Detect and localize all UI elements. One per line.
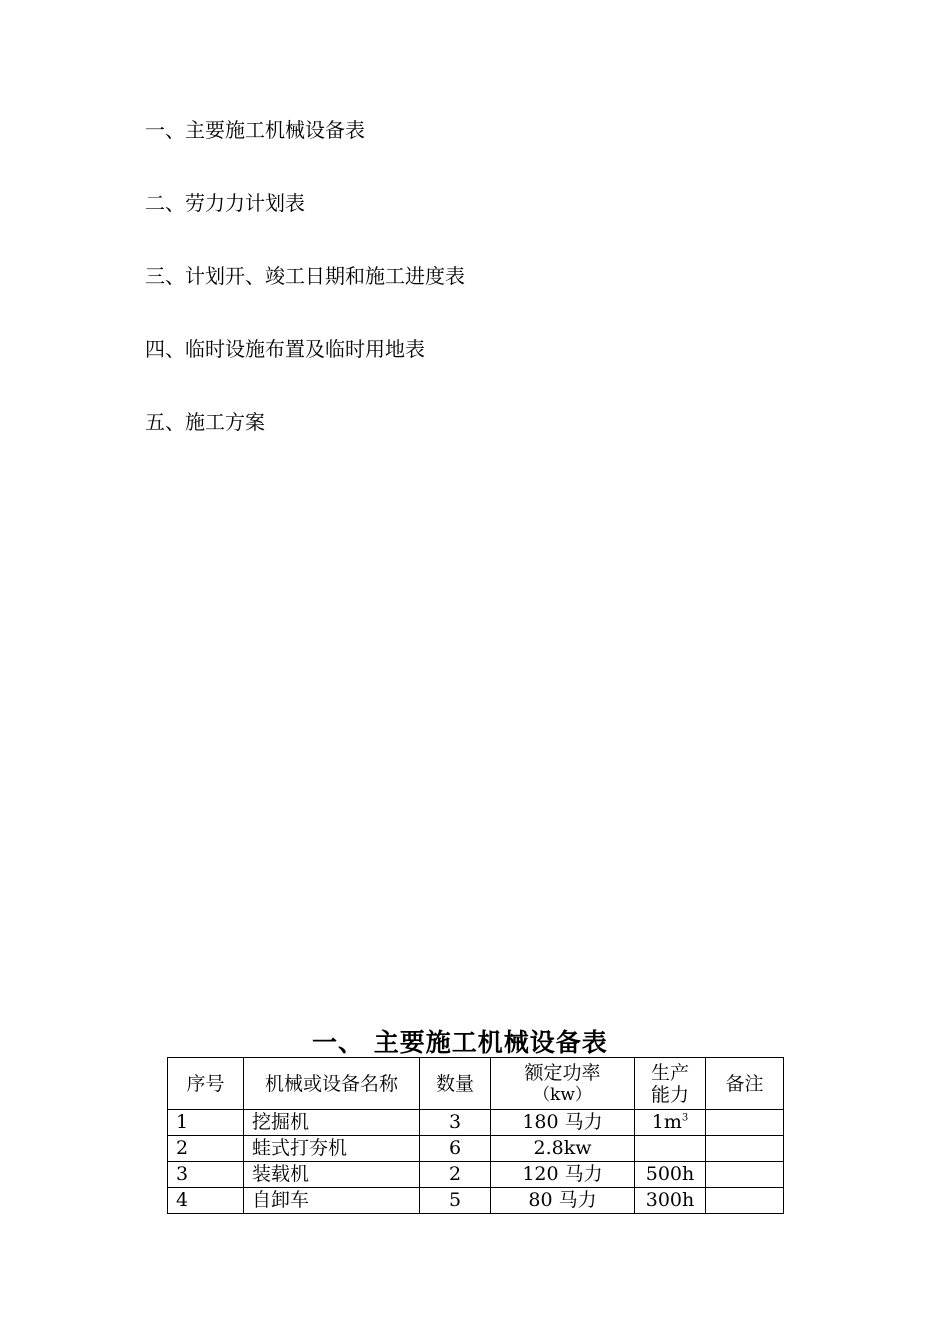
cell-quantity: 6 (420, 1136, 491, 1162)
cell-remarks (706, 1188, 784, 1214)
cell-index: 2 (168, 1136, 244, 1162)
header-quantity: 数量 (420, 1058, 491, 1110)
table-row (168, 1136, 784, 1162)
cell-index: 3 (168, 1162, 244, 1188)
cell-capacity-value: 500h (645, 1163, 695, 1185)
cell-quantity: 5 (420, 1188, 491, 1214)
cell-power: 80 马力 (491, 1188, 635, 1214)
header-power-line2: （kw） (533, 1084, 592, 1105)
header-capacity-line1: 生产 (650, 1061, 689, 1084)
cell-index: 1 (168, 1110, 244, 1136)
cell-power: 180 马力 (491, 1110, 635, 1136)
header-capacity (635, 1058, 706, 1110)
table-row (168, 1110, 784, 1136)
cell-index: 4 (168, 1188, 244, 1214)
header-power-line1: 额定功率 (524, 1061, 601, 1084)
table-of-contents (145, 112, 465, 477)
cell-remarks (706, 1136, 784, 1162)
cell-power: 2.8kw (491, 1136, 635, 1162)
toc-item-equipment: 一、主要施工机械设备表 (145, 118, 365, 142)
cell-capacity-value: 300h (645, 1189, 695, 1211)
toc-item-construction-plan: 五、施工方案 (145, 410, 265, 434)
cell-capacity (635, 1136, 706, 1162)
table-row (168, 1188, 784, 1214)
header-capacity-line2: 能力 (650, 1083, 689, 1106)
cell-remarks (706, 1110, 784, 1136)
section-title: 一、 主要施工机械设备表 (312, 1028, 608, 1057)
cell-name: 挖掘机 (244, 1110, 420, 1136)
header-name: 机械或设备名称 (244, 1058, 420, 1110)
equipment-table (167, 1057, 784, 1214)
cell-name: 自卸车 (244, 1188, 420, 1214)
cell-capacity (635, 1188, 706, 1214)
cell-capacity (635, 1110, 706, 1136)
cell-capacity-superscript: 3 (681, 1112, 689, 1124)
cell-capacity-value: 1m (651, 1111, 682, 1133)
cell-name: 装载机 (244, 1162, 420, 1188)
cell-quantity: 2 (420, 1162, 491, 1188)
cell-power: 120 马力 (491, 1162, 635, 1188)
cell-quantity: 3 (420, 1110, 491, 1136)
toc-item-schedule: 三、计划开、竣工日期和施工进度表 (145, 264, 465, 288)
cell-capacity (635, 1162, 706, 1188)
cell-name: 蛙式打夯机 (244, 1136, 420, 1162)
header-index: 序号 (168, 1058, 244, 1110)
cell-remarks (706, 1162, 784, 1188)
toc-item-labor-plan: 二、劳力力计划表 (145, 191, 305, 215)
header-power (491, 1058, 635, 1110)
header-remarks: 备注 (706, 1058, 784, 1110)
table-header-row (168, 1058, 784, 1110)
toc-item-temporary-facilities: 四、临时设施布置及临时用地表 (145, 337, 425, 361)
table-row (168, 1162, 784, 1188)
